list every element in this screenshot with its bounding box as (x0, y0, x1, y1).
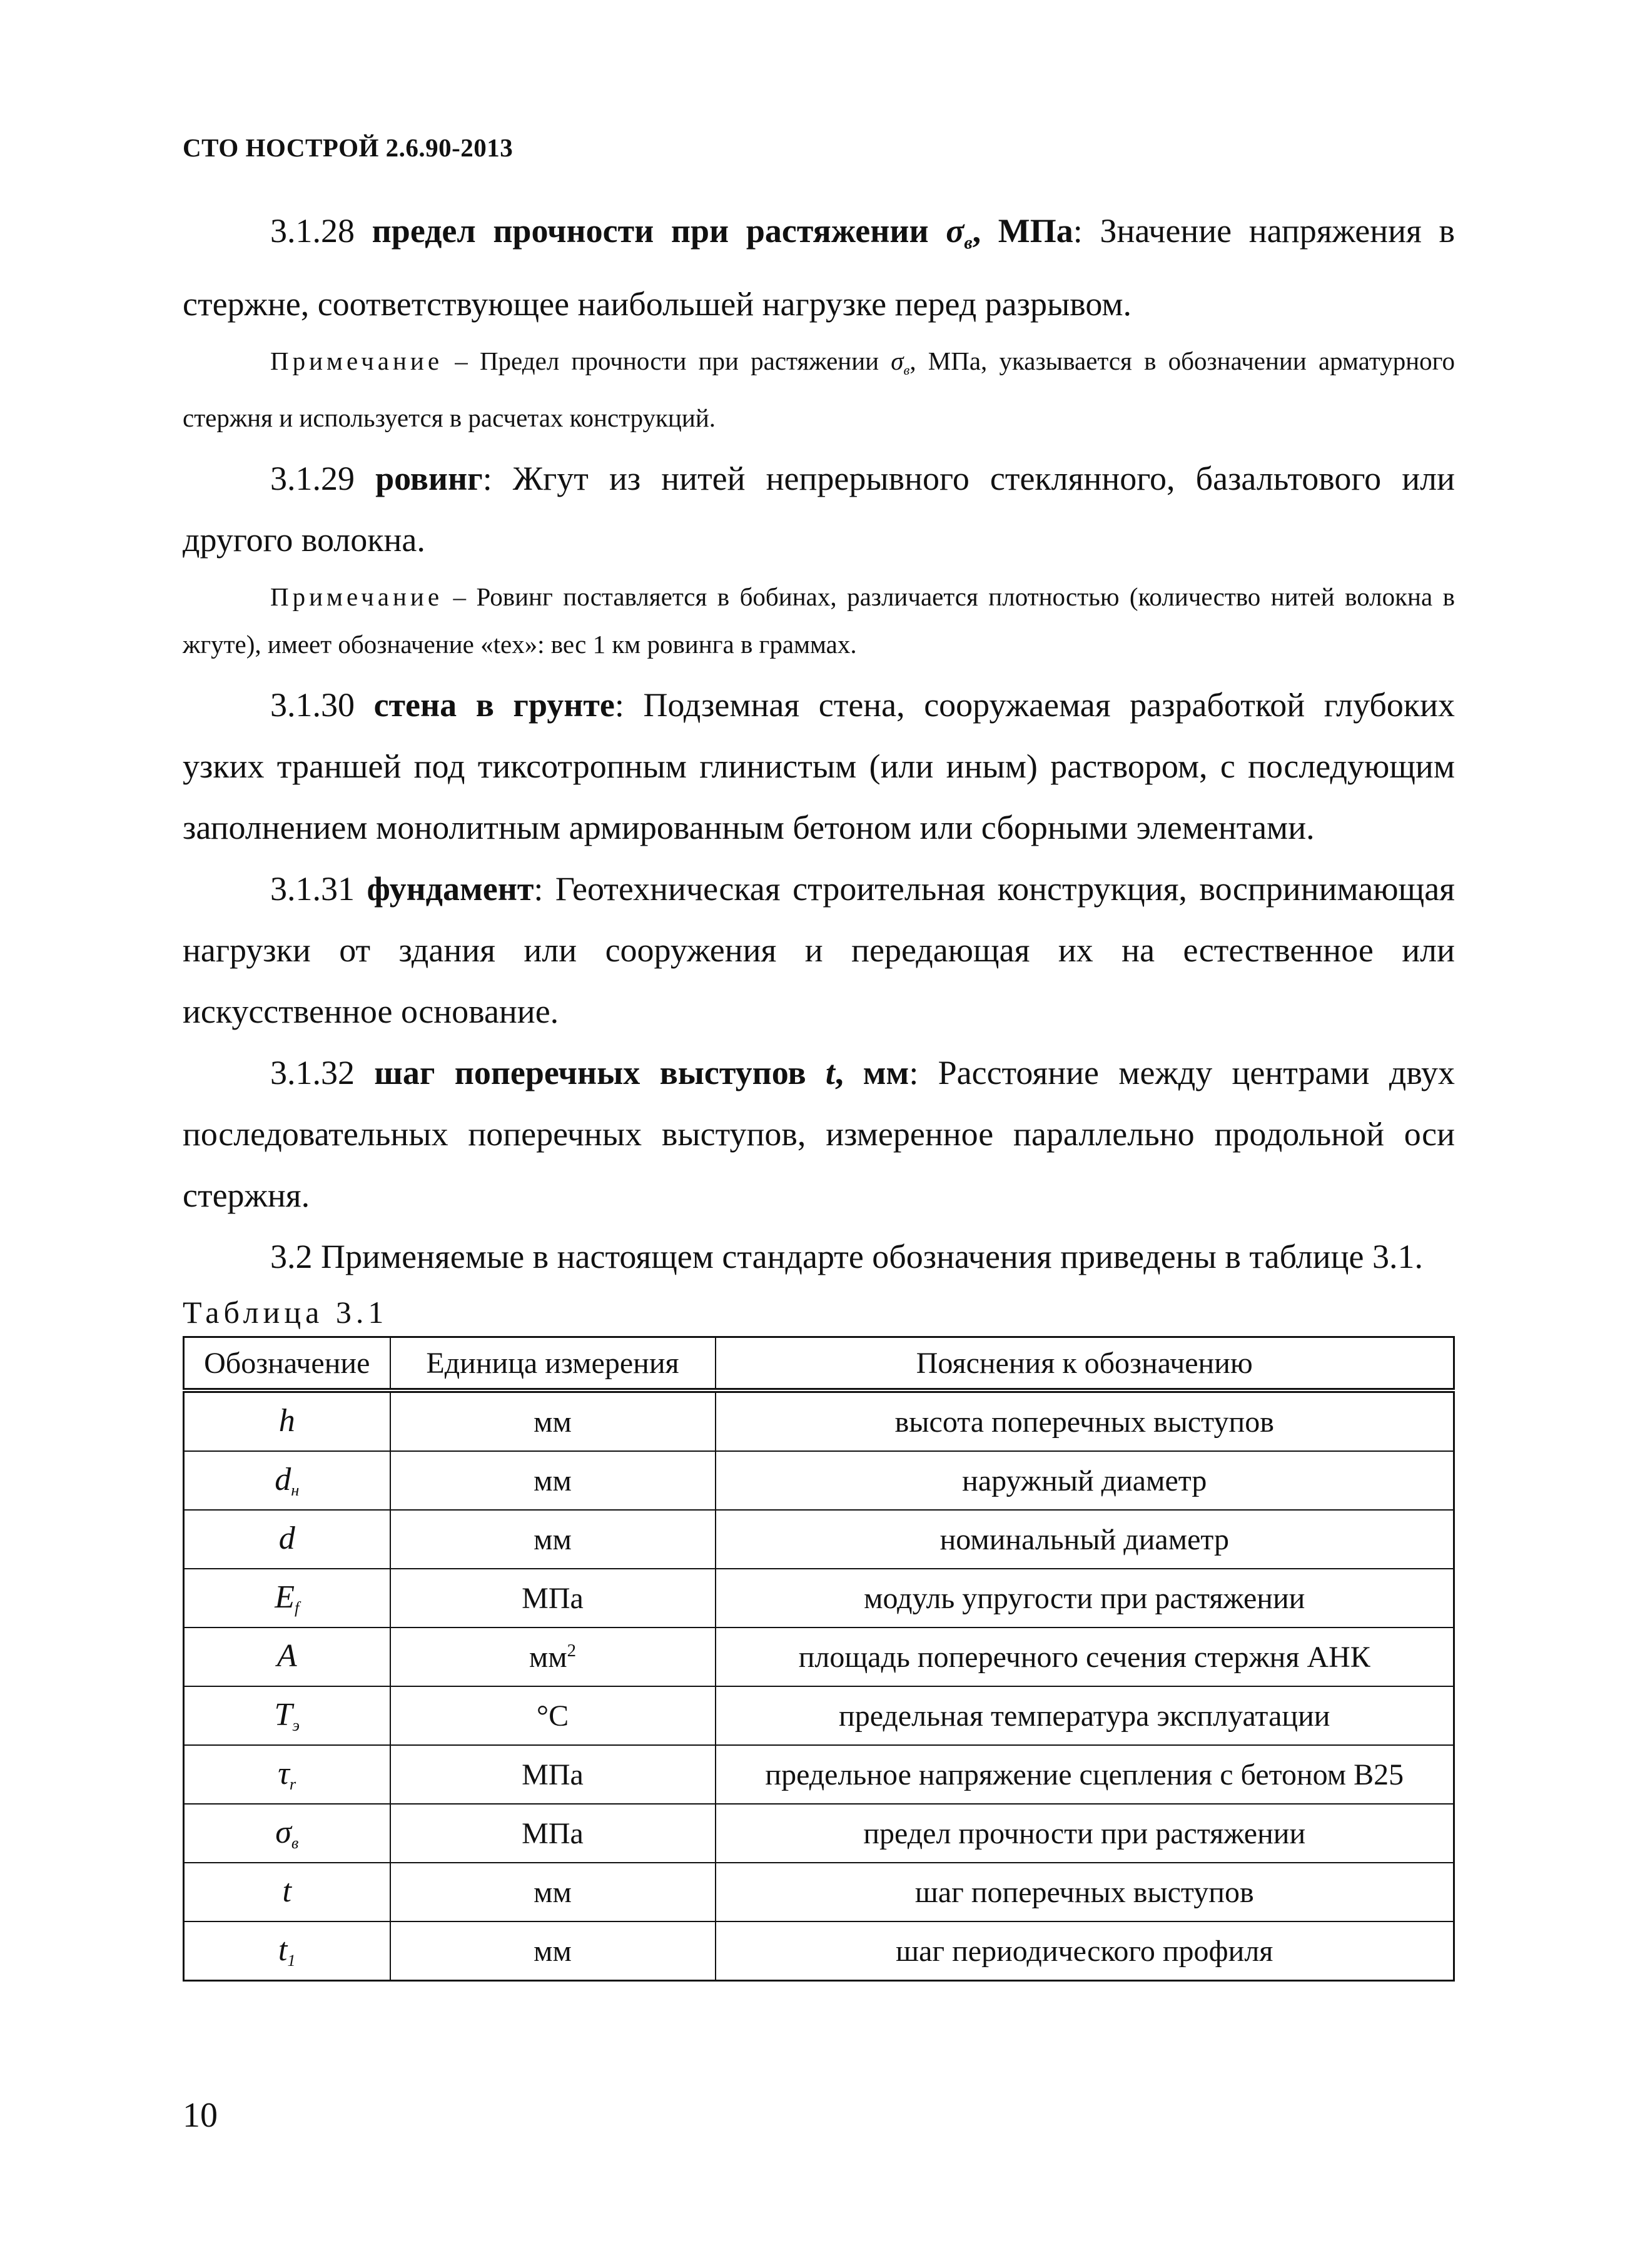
clause-definition: : Расстояние между центрами двух последовательных поперечных выступов, измеренное параллельно продольной оси стержня. (183, 1054, 1455, 1215)
unit-cell: мм (390, 1451, 716, 1510)
symbol-cell: $E_f$ (184, 1569, 390, 1628)
clause-number: 3.1.29 (270, 460, 355, 498)
symbol-cell: $\tau_r$ (184, 1745, 390, 1804)
description-cell: предельное напряжение сцепления с бетоном В25 (716, 1745, 1454, 1804)
page-number: 10 (183, 2096, 218, 2135)
description-cell: номинальный диаметр (716, 1510, 1454, 1569)
table-row (184, 1745, 1454, 1804)
unit-cell: МПа (390, 1804, 716, 1863)
note-1: Примечание – Предел прочности при растяжении $\sigma_в$, МПа, указывается в обозначении арматурного стержня и используется в расчетах конструкций. (183, 347, 1455, 433)
clause-term: ровинг (375, 460, 483, 498)
description-cell: шаг поперечных выступов (716, 1863, 1454, 1921)
unit-cell: $мм^2$ (390, 1628, 716, 1686)
header-cell: Пояснения к обозначению (716, 1337, 1454, 1391)
table-row (184, 1863, 1454, 1921)
clause-term: шаг поперечных выступов t, мм (374, 1054, 909, 1092)
clause-term: стена в грунте (373, 686, 615, 724)
table-row (184, 1510, 1454, 1569)
table-row (184, 1921, 1454, 1981)
table-header-row (184, 1337, 1454, 1391)
note-2: Примечание – Ровинг поставляется в бобинах, различается плотностью (количество нитей волокна в жгуте), имеет обозначение «tex»: вес 1 км ровинга в граммах. (183, 582, 1455, 659)
clause-number: 3.1.32 (270, 1054, 355, 1092)
symbol-cell: $d_н$ (184, 1451, 390, 1510)
document-header: СТО НОСТРОЙ 2.6.90-2013 (183, 133, 514, 162)
unit-cell: МПа (390, 1569, 716, 1628)
clause-number: 3.1.31 (270, 870, 355, 908)
table-row (184, 1804, 1454, 1863)
clause-definition: : Значение напряжения в стержне, соответствующее наибольшей нагрузке перед разрывом. (183, 212, 1455, 323)
symbol-cell: A (184, 1628, 390, 1686)
symbol-cell: $t_1$ (184, 1921, 390, 1981)
clause-number: 3.1.28 (270, 212, 355, 250)
clause-definition: : Геотехническая строительная конструкция, воспринимающая нагрузки от здания или сооружения и передающая их на естественное или искусственное основание. (183, 870, 1455, 1031)
clause-3-1-30 (183, 674, 1455, 858)
description-cell: площадь поперечного сечения стержня АНК (716, 1628, 1454, 1686)
unit-cell: мм (390, 1921, 716, 1981)
clause-3-1-28 (183, 200, 1455, 335)
description-cell: модуль упругости при растяжении (716, 1569, 1454, 1628)
symbol-cell: d (184, 1510, 390, 1569)
table-row (184, 1628, 1454, 1686)
clause-3-2: 3.2 Применяемые в настоящем стандарте обозначения приведены в таблице 3.1. (270, 1238, 1423, 1276)
symbol-cell: h (184, 1390, 390, 1451)
description-cell: шаг периодического профиля (716, 1921, 1454, 1981)
clause-3-1-29 (183, 448, 1455, 570)
table-row (184, 1686, 1454, 1745)
unit-cell: мм (390, 1863, 716, 1921)
description-cell: наружный диаметр (716, 1451, 1454, 1510)
unit-cell: мм (390, 1390, 716, 1451)
description-cell: предел прочности при растяжении (716, 1804, 1454, 1863)
main-content (183, 200, 1455, 1982)
note-label: Примечание (270, 347, 443, 376)
clause-definition: : Жгут из нитей непрерывного стеклянного, базальтового или другого волокна. (183, 460, 1455, 559)
table-row (184, 1390, 1454, 1451)
clause-3-1-32 (183, 1042, 1455, 1226)
note-label: Примечание (270, 582, 443, 612)
table-caption: Таблица 3.1 (183, 1295, 388, 1330)
unit-cell: мм (390, 1510, 716, 1569)
header-cell: Единица измерения (390, 1337, 716, 1391)
symbol-cell: $T_э$ (184, 1686, 390, 1745)
clause-definition: : Подземная стена, сооружаемая разработкой глубоких узких траншей под тиксотропным глинистым (или иным) раствором, с последующим заполнением монолитным армированным бетоном или сборными элементами. (183, 686, 1455, 847)
table-row (184, 1569, 1454, 1628)
header-cell: Обозначение (184, 1337, 390, 1391)
unit-cell: °С (390, 1686, 716, 1745)
symbol-cell: $\sigma_в$ (184, 1804, 390, 1863)
symbol-cell: t (184, 1863, 390, 1921)
unit-cell: МПа (390, 1745, 716, 1804)
clause-term: фундамент (367, 870, 534, 908)
symbols-table (183, 1336, 1455, 1982)
description-cell: высота поперечных выступов (716, 1390, 1454, 1451)
table-row (184, 1451, 1454, 1510)
clause-3-1-31 (183, 858, 1455, 1042)
clause-term: предел прочности при растяжении $\sigma_в$, МПа (372, 212, 1073, 253)
clause-number: 3.1.30 (270, 686, 355, 724)
description-cell: предельная температура эксплуатации (716, 1686, 1454, 1745)
